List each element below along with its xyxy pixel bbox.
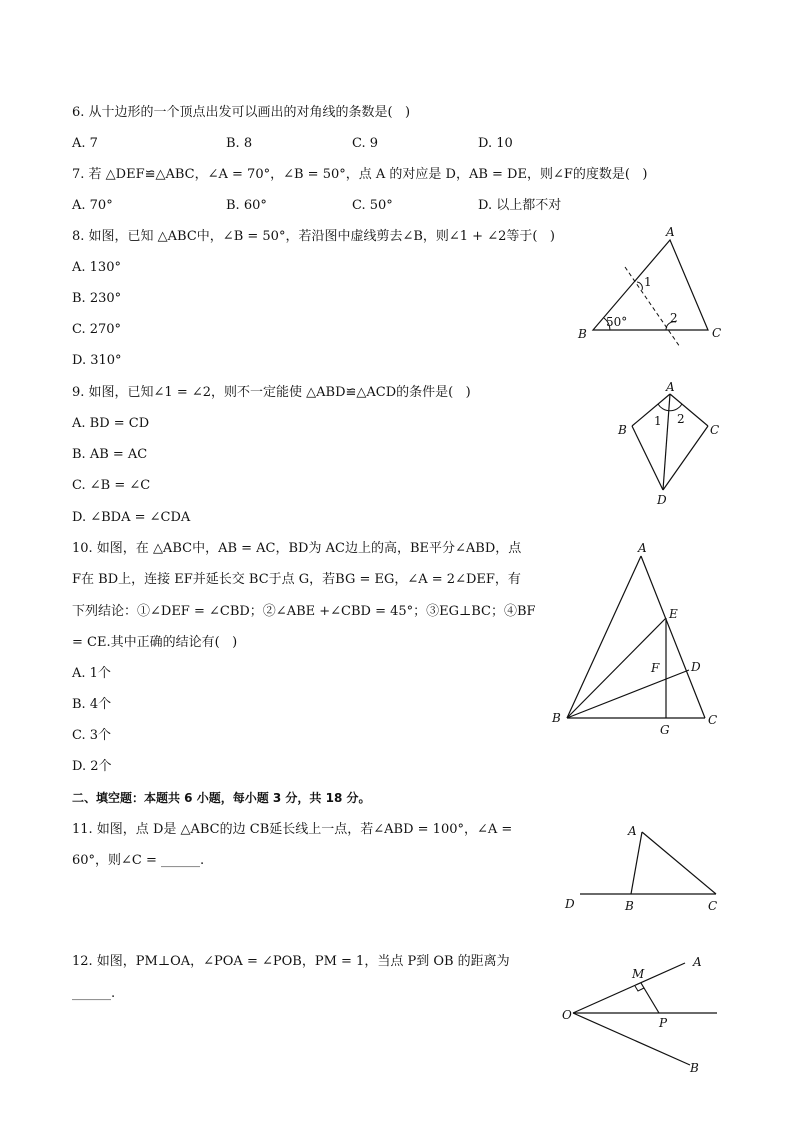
q11-stem-line-2: 60°，则∠C = ______. [72,853,205,868]
q8-label-a: A [666,225,675,239]
q10-label-e: E [669,607,678,621]
q6-option-a: A. 7 [72,136,98,151]
q6-option-d: D. 10 [478,136,513,151]
q10-label-g: G [660,723,670,737]
q12-label-m: M [632,967,645,981]
q8-label-angle1: 1 [644,275,652,289]
q8-triangle-figure [570,222,740,352]
q8-label-c: C [712,326,722,340]
q10-label-c: C [708,713,718,727]
q6-stem: 6. 从十边形的一个顶点出发可以画出的对角线的条数是( ) [72,105,411,120]
q8-option-b: B. 230° [72,291,122,306]
q9-option-a: A. BD = CD [72,416,150,431]
q7-option-d: D. 以上都不对 [478,198,562,213]
q10-stem-line-3: 下列结论：①∠DEF = ∠CBD；②∠ABE +∠CBD = 45°；③EG⊥BC；④BF [72,604,536,619]
q11-label-c: C [708,899,718,913]
q12-stem-line-2: ______. [72,986,116,1001]
q9-option-d: D. ∠BDA = ∠CDA [72,510,191,525]
q10-label-b: B [552,711,561,725]
q6-option-b: B. 8 [226,136,253,151]
q10-label-f: F [651,661,660,675]
q9-kite-figure [610,380,730,510]
q10-label-d: D [691,660,701,674]
q9-label-b: B [618,423,627,437]
q9-option-c: C. ∠B = ∠C [72,478,151,493]
q10-option-a: A. 1个 [72,666,111,681]
q12-label-p: P [659,1016,668,1030]
q11-stem-line-1: 11. 如图，点 D是 △ABC的边 CB延长线上一点，若∠ABD = 100°，∠A = [72,822,513,837]
q8-option-c: C. 270° [72,322,122,337]
q10-stem-line-1: 10. 如图，在 △ABC中，AB = AC，BD为 AC边上的高，BE平分∠ABD，点 [72,541,522,556]
q10-label-a: A [638,541,647,555]
q7-option-c: C. 50° [352,198,393,213]
q9-label-d: D [657,493,667,507]
q11-label-b: B [625,899,634,913]
q10-stem-line-2: F在 BD上，连接 EF并延长交 BC于点 G，若BG = EG，∠A = 2∠DEF，有 [72,572,521,587]
q12-label-a: A [693,955,702,969]
q7-option-a: A. 70° [72,198,113,213]
q9-stem: 9. 如图，已知∠1 = ∠2，则不一定能使 △ABD≌△ACD的条件是( ) [72,385,471,400]
q8-label-angle-b: 50° [606,315,628,329]
q8-option-a: A. 130° [72,260,121,275]
q8-label-angle2: 2 [670,311,678,325]
q9-label-angle1: 1 [654,414,662,428]
q10-option-d: D. 2个 [72,759,112,774]
q12-label-o: O [562,1008,572,1022]
section-2-title: 二、填空题：本题共 6 小题，每小题 3 分，共 18 分。 [72,791,371,805]
q12-label-b: B [690,1061,699,1075]
q8-label-b: B [578,327,587,341]
q11-triangle-figure [558,818,728,918]
q12-angle-figure [555,945,730,1080]
q6-option-c: C. 9 [352,136,379,151]
q10-triangle-figure [545,538,735,743]
q9-label-c: C [710,423,720,437]
q10-stem-line-4: = CE.其中正确的结论有( ) [72,635,238,650]
q8-option-d: D. 310° [72,353,122,368]
q11-label-a: A [628,824,637,838]
q9-option-b: B. AB = AC [72,447,148,462]
q10-option-c: C. 3个 [72,728,112,743]
q9-label-angle2: 2 [677,412,685,426]
q7-stem: 7. 若 △DEF≌△ABC，∠A = 70°，∠B = 50°，点 A 的对应是 D，AB = DE，则∠F的度数是( ) [72,167,648,182]
q9-label-a: A [666,380,675,394]
q12-stem-line-1: 12. 如图，PM⊥OA，∠POA = ∠POB，PM = 1，当点 P到 OB 的距离为 [72,954,510,969]
q10-option-b: B. 4个 [72,697,112,712]
q11-label-d: D [565,897,575,911]
q8-stem: 8. 如图，已知 △ABC中，∠B = 50°，若沿图中虚线剪去∠B，则∠1 + ∠2等于( ) [72,229,555,244]
q7-option-b: B. 60° [226,198,267,213]
